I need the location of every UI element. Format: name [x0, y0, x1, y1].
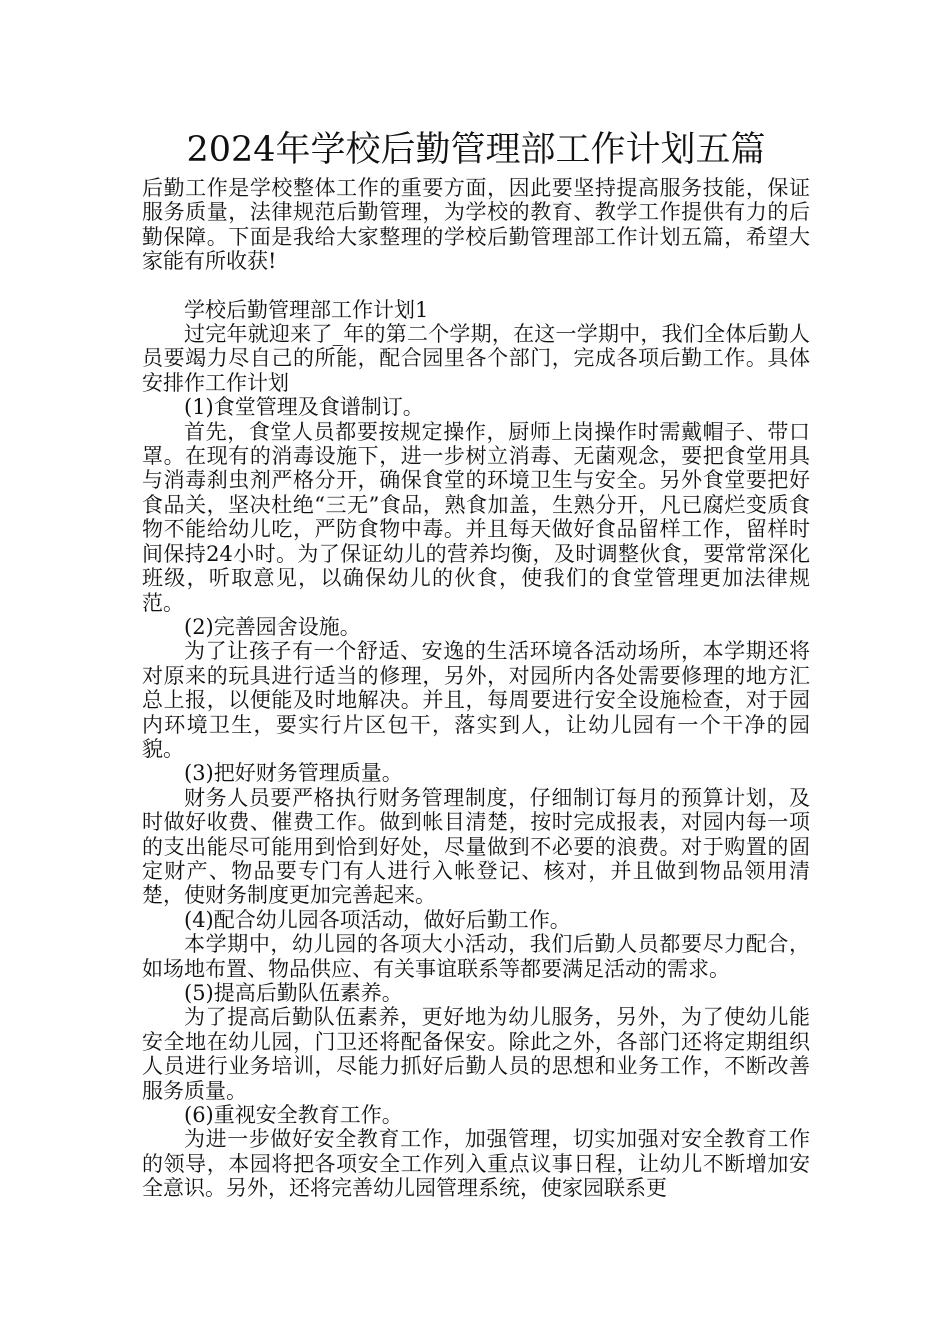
- item-body-2: 为了让孩子有一个舒适、安逸的生活环境各活动场所，本学期还将对原来的玩具进行适当的修理，另外，对园所内各处需要修理的地方汇总上报，以便能及时地解决。并且，每周要进行安全设施检查，对于园内环境卫生，要实行片区包干，落实到人，让幼儿园有一个干净的园貌。: [142, 639, 810, 761]
- intro-paragraph: 后勤工作是学校整体工作的重要方面，因此要坚持提高服务技能，保证服务质量，法律规范后勤管理，为学校的教育、教学工作提供有力的后勤保障。下面是我给大家整理的学校后勤管理部工作计划五篇，希望大家能有所收获!: [142, 176, 810, 274]
- item-heading-3: (3)把好财务管理质量。: [184, 761, 403, 786]
- item-heading-2: (2)完善园舍设施。: [184, 614, 361, 639]
- item-heading-1: (1)食堂管理及食谱制订。: [184, 395, 424, 420]
- item-heading-5: (5)提高后勤队伍素养。: [184, 981, 403, 1005]
- paragraph-opening: 过完年就迎来了_年的第二个学期，在这一学期中，我们全体后勤人员要竭力尽自己的所能，配合园里各个部门，完成各项后勤工作。具体安排作工作计划: [142, 322, 810, 395]
- item-body-6: 为进一步做好安全教育工作，加强管理，切实加强对安全教育工作的领导，本园将把各项安全工作列入重点议事日程，让幼儿不断增加安全意识。另外，还将完善幼儿园管理系统，使家园联系更: [142, 1127, 810, 1201]
- item-body-4: 本学期中，幼儿园的各项大小活动，我们后勤人员都要尽力配合，如场地布置、物品供应、有关事谊联系等都要满足活动的需求。: [142, 932, 810, 981]
- item-body-3: 财务人员要严格执行财务管理制度，仔细制订每月的预算计划，及时做好收费、催费工作。做到帐目清楚，按时完成报表，对园内每一项的支出能尽可能用到恰到好处，尽量做到不必要的浪费。对于购置的固定财产、物品要专门有人进行入帐登记、核对，并且做到物品领用清楚，使财务制度更加完善起来。: [142, 785, 810, 908]
- item-heading-4: (4)配合幼儿园各项活动，做好后勤工作。: [184, 907, 571, 932]
- item-body-1: 首先，食堂人员都要按规定操作，厨师上岗操作时需戴帽子、带口罩。在现有的消毒设施下，进一步树立消毒、无菌观念，要把食堂用具与消毒刹虫剂严格分开，确保食堂的环境卫生与安全。另外食堂要把好食品关，坚决杜绝“三无”食品，熟食加盖，生熟分开，凡已腐烂变质食物不能给幼儿吃，严防食物中毒。并且每天做好食品留样工作，留样时间保持24小时。为了保证幼儿的营养均衡，及时调整伙食，要常常深化班级，听取意见，以确保幼儿的伙食，使我们的食堂管理更加法律规范。: [142, 419, 810, 615]
- item-body-5: 为了提高后勤队伍素养，更好地为幼儿服务，另外，为了使幼儿能安全地在幼儿园，门卫还将配备保安。除此之外，各部门还将定期组织人员进行业务培训，尽能力抓好后勤人员的思想和业务工作，不断改善服务质量。: [142, 1005, 810, 1103]
- document-content: [142, 124, 810, 1201]
- document-body: [142, 176, 810, 1201]
- blank-line: [142, 274, 810, 298]
- document-title: 2024年学校后勤管理部工作计划五篇: [186, 130, 766, 170]
- section-heading: 学校后勤管理部工作计划1: [184, 297, 429, 322]
- item-heading-6: (6)重视安全教育工作。: [184, 1103, 403, 1128]
